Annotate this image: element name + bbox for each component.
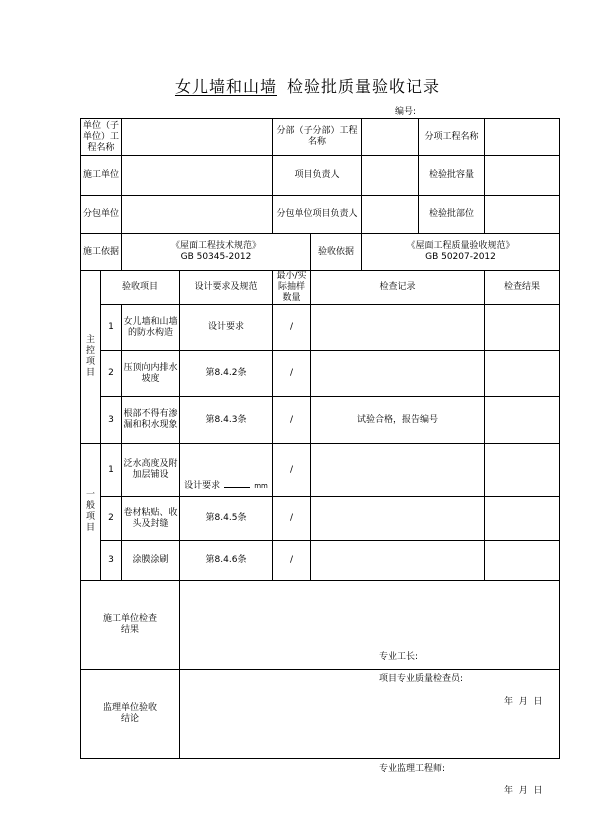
construction-check-label: 施工单位检查结果 [81,581,180,670]
acceptance-standard-code: GB 50207-2012 [425,252,496,262]
construction-unit-label: 施工单位 [81,156,122,196]
col-result-header: 检查结果 [485,271,560,305]
acceptance-basis-label: 验收依据 [311,234,362,271]
general-item-2-record[interactable] [311,497,485,541]
table-row [81,397,560,444]
main-item-2-req: 第8.4.2条 [180,351,273,397]
general-item-3-no: 3 [101,541,122,581]
supervision-label: 监理单位验收结论 [81,670,180,759]
height-blank-field[interactable] [224,478,250,488]
foreman-label: 专业工长: [379,652,419,662]
subcontractor-label: 分包单位 [81,196,122,234]
sub-manager-value[interactable] [362,196,419,234]
general-item-1-result[interactable] [485,444,560,497]
basis-standard-code: GB 50345-2012 [180,252,252,262]
main-item-2-sample: / [273,351,311,397]
construction-check-row [81,581,560,670]
project-manager-label: 项目负责人 [273,156,362,196]
construction-check-signature-area[interactable] [180,581,560,707]
supervision-signature-area[interactable] [180,670,560,796]
table-row [81,444,560,497]
col-record-header: 检查记录 [311,271,485,305]
general-item-1-record[interactable] [311,444,485,497]
table-row [81,305,560,351]
general-item-1-sample: / [273,444,311,497]
general-item-2-result[interactable] [485,497,560,541]
general-item-3-req: 第8.4.6条 [180,541,273,581]
main-item-1-req: 设计要求 [180,305,273,351]
basis-standard-name: 《屋面工程技术规范》 [170,241,261,251]
table-row [81,351,560,397]
main-item-3-no: 3 [101,397,122,444]
main-item-3-sample: / [273,397,311,444]
general-item-3-record[interactable] [311,541,485,581]
inspection-form-table [80,118,560,796]
general-item-1-req [180,444,273,497]
general-item-1-no: 1 [101,444,122,497]
unit-mm: mm [254,482,268,490]
serial-number-label: 编号: [395,107,417,117]
page-title [0,74,591,97]
subcontractor-value[interactable] [122,196,273,234]
construction-unit-value[interactable] [122,156,273,196]
header-row-3 [81,196,560,234]
col-sample-header: 最小/实际抽样数量 [273,271,311,305]
col-item-header: 验收项目 [101,271,180,305]
main-group-label: 主控项目 [81,271,101,444]
supervision-date-label: 年 月 日 [504,786,543,796]
general-item-1-name: 泛水高度及附加层铺设 [122,444,180,497]
item-name-value[interactable] [485,119,560,156]
quality-inspector-label: 项目专业质量检查员: [379,674,464,684]
general-item-2-req: 第8.4.5条 [180,497,273,541]
main-item-1-name: 女儿墙和山墙的防水构造 [122,305,180,351]
unit-name-value[interactable] [122,119,273,156]
unit-name-label: 单位（子单位）工程名称 [81,119,122,156]
general-item-3-name: 涂膜涂刷 [122,541,180,581]
main-item-3-result[interactable] [485,397,560,444]
sub-manager-label: 分包单位项目负责人 [273,196,362,234]
main-item-2-name: 压顶向内排水坡度 [122,351,180,397]
supervision-engineer-label: 专业监理工程师: [379,764,446,774]
header-row-4 [81,234,560,271]
acceptance-standard-name: 《屋面工程质量验收规范》 [406,241,515,251]
main-item-1-sample: / [273,305,311,351]
header-row-1 [81,119,560,156]
general-group-label: 一般项目 [81,444,101,581]
main-item-1-result[interactable] [485,305,560,351]
general-item-2-name: 卷材粘贴、收头及封缝 [122,497,180,541]
general-item-3-result[interactable] [485,541,560,581]
main-item-2-record[interactable] [311,351,485,397]
construction-date-label: 年 月 日 [504,697,543,707]
item-name-label: 分项工程名称 [419,119,485,156]
subunit-name-label: 分部（子分部）工程名称 [273,119,362,156]
main-item-1-no: 1 [101,305,122,351]
table-row [81,497,560,541]
acceptance-basis-value [362,234,560,271]
table-row [81,541,560,581]
construction-basis-value [122,234,311,271]
header-row-2 [81,156,560,196]
batch-capacity-label: 检验批容量 [419,156,485,196]
main-item-2-no: 2 [101,351,122,397]
project-manager-value[interactable] [362,156,419,196]
column-header-row [81,271,560,305]
col-requirement-header: 设计要求及规范 [180,271,273,305]
main-item-3-name: 根部不得有渗漏和积水现象 [122,397,180,444]
main-item-2-result[interactable] [485,351,560,397]
batch-location-value[interactable] [485,196,560,234]
general-item-1-req-text: 设计要求 [184,481,221,491]
title-suffix: 检验批质量验收记录 [287,77,441,96]
general-item-2-sample: / [273,497,311,541]
main-item-3-record[interactable]: 试验合格，报告编号 [311,397,485,444]
title-name: 女儿墙和山墙 [174,77,277,96]
general-item-3-sample: / [273,541,311,581]
supervision-row [81,670,560,759]
batch-location-label: 检验批部位 [419,196,485,234]
general-item-2-no: 2 [101,497,122,541]
main-item-1-record[interactable] [311,305,485,351]
subunit-name-value[interactable] [362,119,419,156]
main-item-3-req: 第8.4.3条 [180,397,273,444]
construction-basis-label: 施工依据 [81,234,122,271]
batch-capacity-value[interactable] [485,156,560,196]
